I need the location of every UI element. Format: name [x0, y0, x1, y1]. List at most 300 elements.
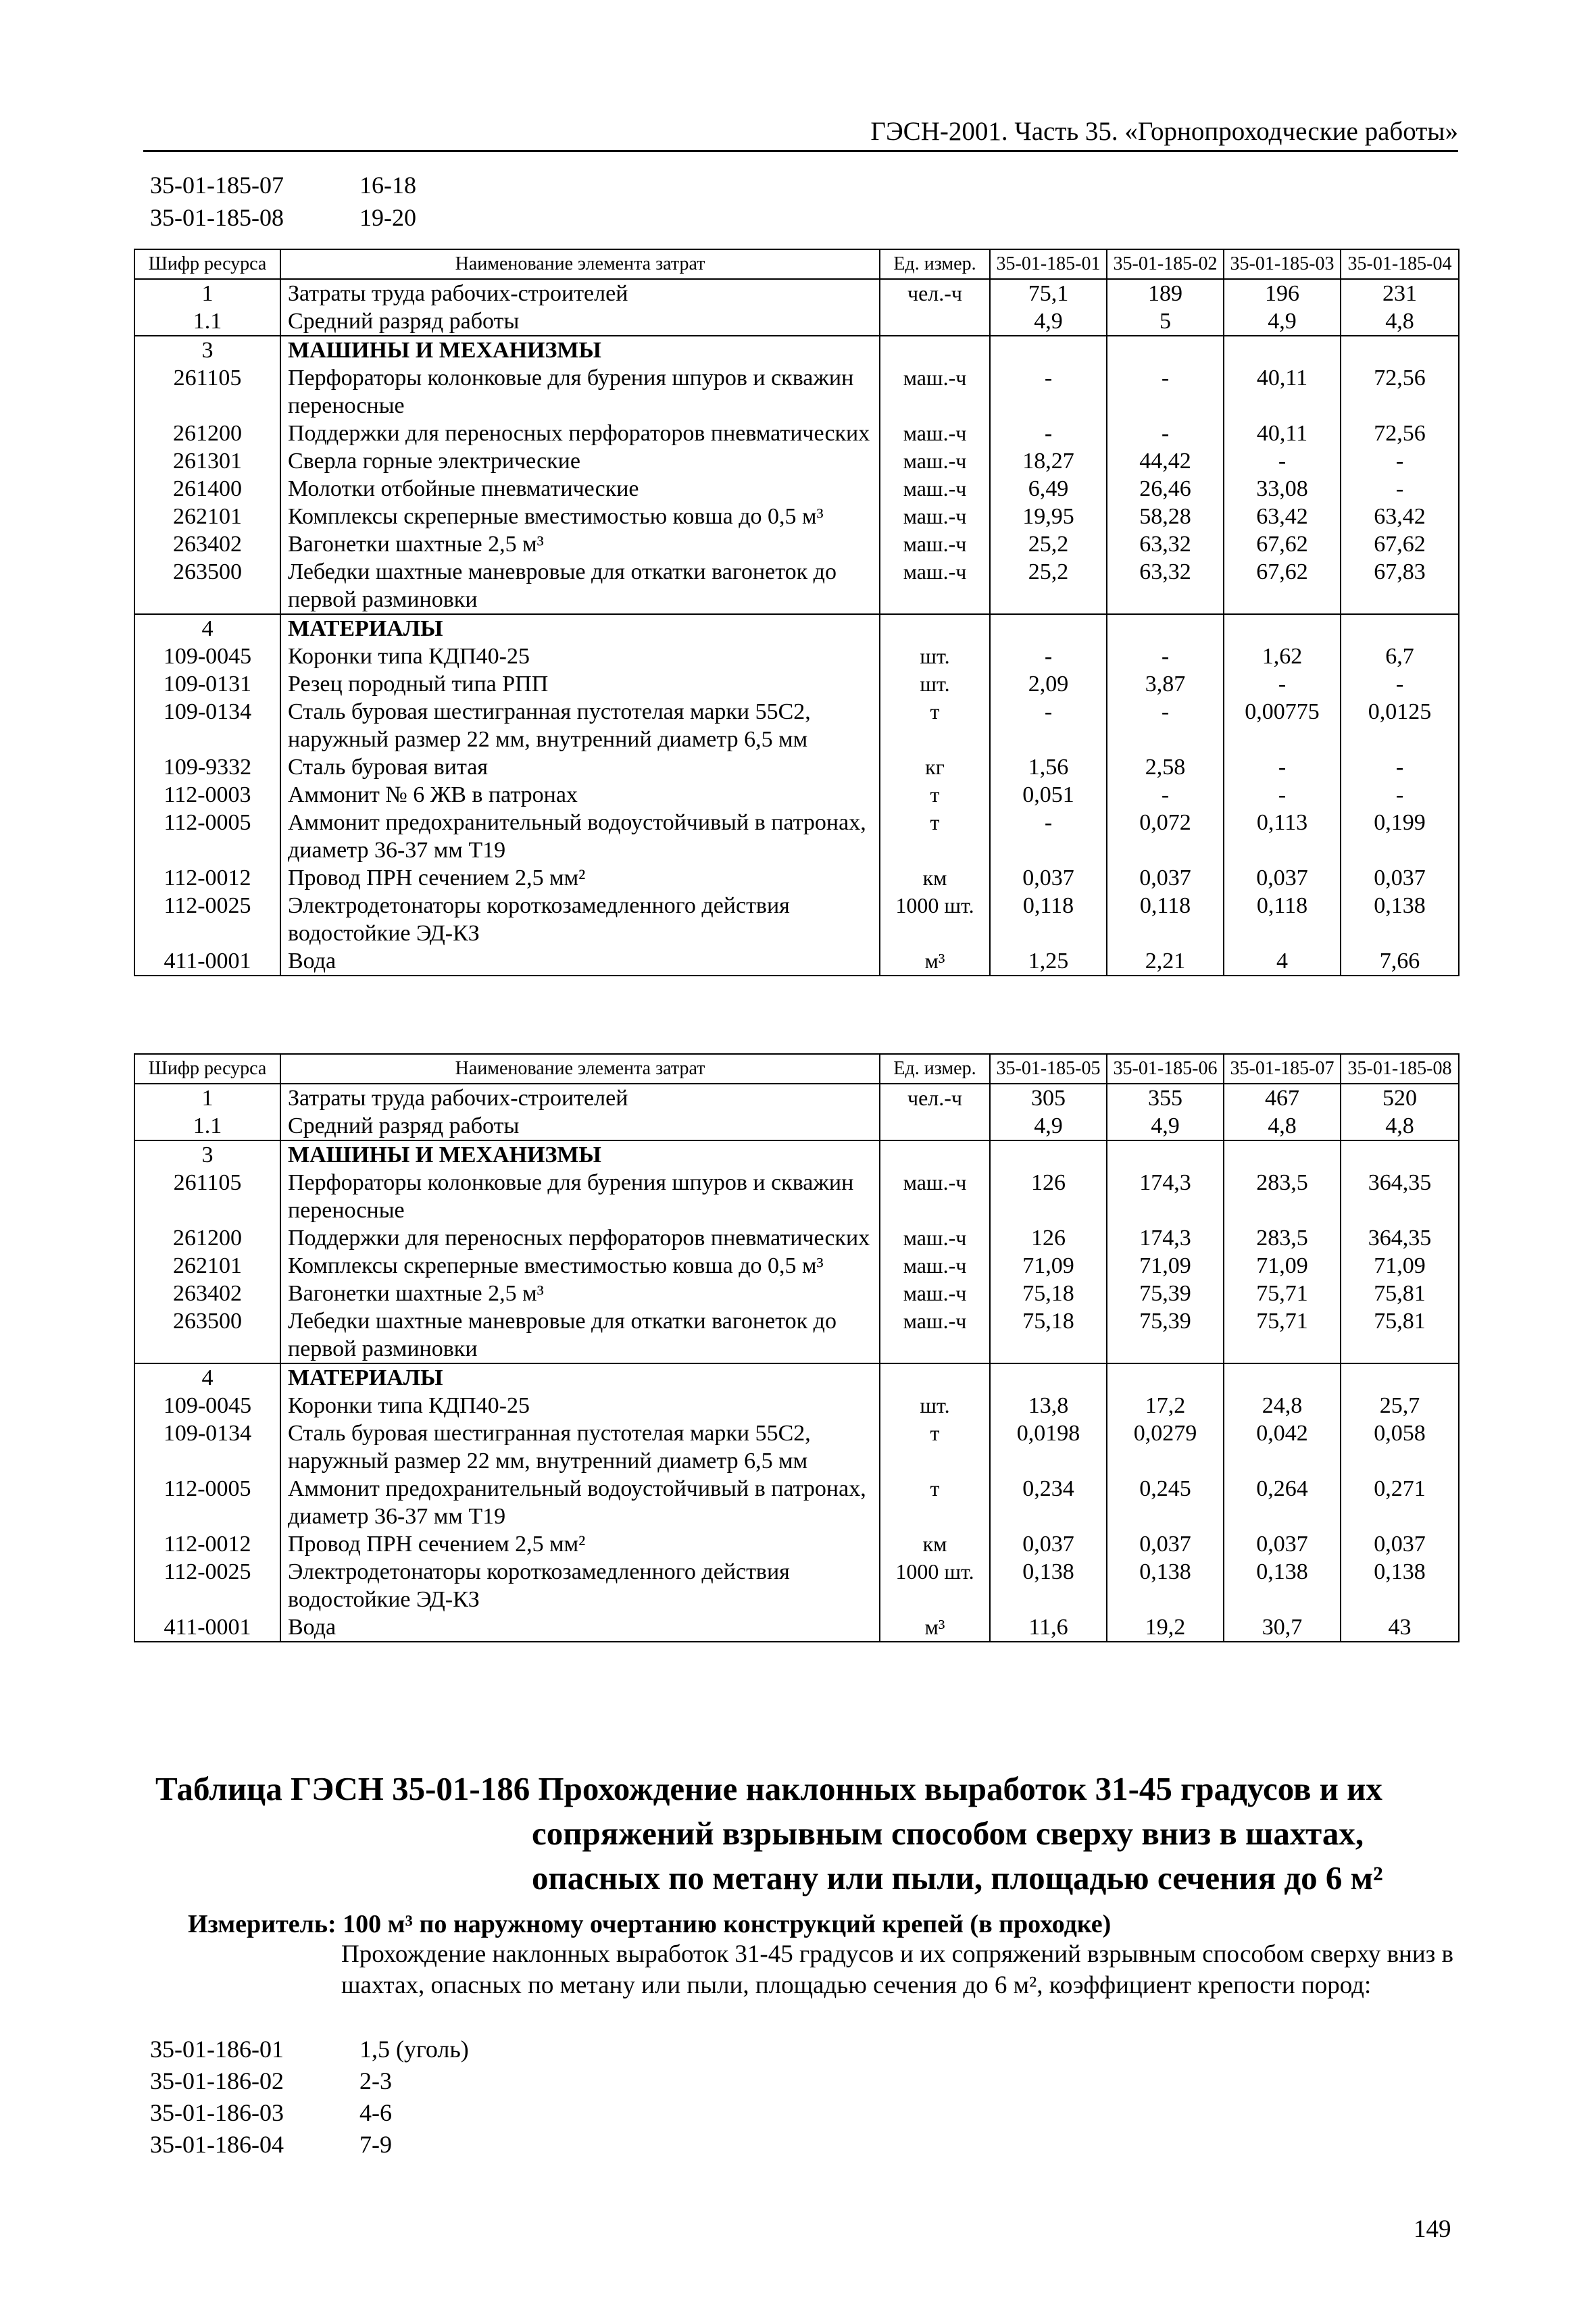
resource-code-cell: 263402 [134, 530, 280, 558]
value-cell: 63,42 [1224, 503, 1341, 530]
value-cell: 44,42 [1107, 447, 1224, 475]
cost-element-name-cell: Аммонит предохранительный водоустойчивый в патронах, диаметр 36-37 мм Т19 [280, 809, 880, 864]
resource-code-cell: 1 [134, 1084, 280, 1112]
value-cell: 72,56 [1341, 364, 1459, 420]
value-cell: 1,25 [990, 947, 1107, 976]
value-cell: 4,8 [1341, 1112, 1459, 1140]
unit-cell: км [880, 864, 990, 892]
resource-code-cell: 109-0134 [134, 1419, 280, 1475]
value-cell [990, 614, 1107, 643]
column-header: 35-01-185-06 [1107, 1054, 1224, 1084]
value-cell: 6,49 [990, 475, 1107, 503]
value-cell: - [1224, 781, 1341, 809]
value-cell: 0,00775 [1224, 698, 1341, 753]
value-cell: - [990, 809, 1107, 864]
table-row [134, 643, 1459, 670]
cost-element-name-cell: Лебедки шахтные маневровые для откатки вагонеток до первой разминовки [280, 1307, 880, 1363]
cost-element-name-cell: Коронки типа КДП40-25 [280, 643, 880, 670]
resource-code-cell: 109-0131 [134, 670, 280, 698]
table-row [134, 670, 1459, 698]
value-cell: 0,042 [1224, 1419, 1341, 1475]
unit-cell: 1000 шт. [880, 1558, 990, 1613]
table-row [134, 279, 1459, 307]
cost-element-name-cell: Сталь буровая шестигранная пустотелая марки 55С2, наружный размер 22 мм, внутренний диаметр 6,5 мм [280, 1419, 880, 1475]
resource-code-cell: 112-0025 [134, 892, 280, 947]
value-cell: 0,138 [1341, 1558, 1459, 1613]
unit-cell: маш.-ч [880, 364, 990, 420]
value-cell: 75,71 [1224, 1280, 1341, 1307]
value-cell: 71,09 [1107, 1252, 1224, 1280]
unit-cell: чел.-ч [880, 279, 990, 307]
value-cell: 63,42 [1341, 503, 1459, 530]
table-row [134, 503, 1459, 530]
table-row [134, 781, 1459, 809]
table-row [134, 698, 1459, 753]
value-cell [990, 336, 1107, 364]
value-cell: 75,71 [1224, 1307, 1341, 1363]
code: 35-01-186-04 [150, 2131, 284, 2158]
resource-code-cell: 263402 [134, 1280, 280, 1307]
value-cell: 75,81 [1341, 1307, 1459, 1363]
value-cell: 126 [990, 1224, 1107, 1252]
value-cell: 174,3 [1107, 1224, 1224, 1252]
value-cell: 0,271 [1341, 1475, 1459, 1530]
value-cell: 126 [990, 1169, 1107, 1224]
value-cell: 0,0125 [1341, 698, 1459, 753]
table-row [134, 475, 1459, 503]
value-cell: 40,11 [1224, 364, 1341, 420]
unit-cell: км [880, 1530, 990, 1558]
cost-element-name-cell: Поддержки для переносных перфораторов пневматических [280, 420, 880, 447]
value-cell: 1,56 [990, 753, 1107, 781]
value-cell: 2,58 [1107, 753, 1224, 781]
table-row [134, 530, 1459, 558]
unit-cell: маш.-ч [880, 1280, 990, 1307]
unit-cell: 1000 шт. [880, 892, 990, 947]
resource-code-cell: 411-0001 [134, 1613, 280, 1642]
table-row [134, 1112, 1459, 1140]
value-cell: 0,0279 [1107, 1419, 1224, 1475]
value-cell: - [1224, 447, 1341, 475]
resource-code-cell: 3 [134, 1140, 280, 1169]
value-cell: 364,35 [1341, 1169, 1459, 1224]
value-cell: 4,9 [1107, 1112, 1224, 1140]
unit-cell: т [880, 1475, 990, 1530]
column-header: 35-01-185-03 [1224, 249, 1341, 279]
unit-cell: маш.-ч [880, 1252, 990, 1280]
value-cell: - [1341, 781, 1459, 809]
code-value: 2-3 [359, 2067, 392, 2094]
value-cell: 6,7 [1341, 643, 1459, 670]
cost-element-name-cell: Аммонит № 6 ЖВ в патронах [280, 781, 880, 809]
value-cell [1224, 614, 1341, 643]
unit-cell: маш.-ч [880, 420, 990, 447]
resource-code-cell: 411-0001 [134, 947, 280, 976]
value-cell: 0,037 [1107, 1530, 1224, 1558]
resource-code-cell: 261105 [134, 364, 280, 420]
value-cell: 0,037 [1224, 864, 1341, 892]
table-row [134, 1475, 1459, 1530]
unit-cell [880, 336, 990, 364]
cost-element-name-cell: Аммонит предохранительный водоустойчивый в патронах, диаметр 36-37 мм Т19 [280, 1475, 880, 1530]
table-row [134, 336, 1459, 364]
column-header: 35-01-185-07 [1224, 1054, 1341, 1084]
value-cell: 71,09 [1341, 1252, 1459, 1280]
unit-cell: т [880, 809, 990, 864]
resource-code-cell: 112-0003 [134, 781, 280, 809]
value-cell: - [1341, 753, 1459, 781]
table-row [134, 864, 1459, 892]
unit-header: Ед. измер. [880, 1054, 990, 1084]
resource-code-cell: 262101 [134, 503, 280, 530]
cost-element-name-cell: Комплексы скреперные вместимостью ковша до 0,5 м³ [280, 1252, 880, 1280]
value-cell: 58,28 [1107, 503, 1224, 530]
unit-cell: маш.-ч [880, 1307, 990, 1363]
value-cell [1107, 1140, 1224, 1169]
resource-code-cell: 112-0012 [134, 864, 280, 892]
table-row [134, 1392, 1459, 1419]
table-row [134, 447, 1459, 475]
value-cell: 75,81 [1341, 1280, 1459, 1307]
value-cell: 72,56 [1341, 420, 1459, 447]
value-cell [1224, 1140, 1341, 1169]
resource-code-cell: 261200 [134, 420, 280, 447]
resource-code-cell: 112-0025 [134, 1558, 280, 1613]
value-cell: 30,7 [1224, 1613, 1341, 1642]
unit-cell: маш.-ч [880, 558, 990, 614]
value-cell: - [1107, 643, 1224, 670]
value-cell: 13,8 [990, 1392, 1107, 1419]
value-cell [990, 1140, 1107, 1169]
code-value: 16-18 [359, 172, 416, 199]
resource-code-cell: 109-9332 [134, 753, 280, 781]
unit-cell: маш.-ч [880, 1169, 990, 1224]
description: Прохождение наклонных выработок 31-45 градусов и их сопряжений взрывным способом сверху вниз в шахтах, опасных по метану или пыли, площадью сечения до 6 м², коэффициент крепости пород: [341, 1940, 1453, 1999]
cost-element-name-cell: Сталь буровая шестигранная пустотелая марки 55С2, наружный размер 22 мм, внутренний диаметр 6,5 мм [280, 698, 880, 753]
value-cell: - [990, 420, 1107, 447]
unit-cell: маш.-ч [880, 475, 990, 503]
value-cell: 0,058 [1341, 1419, 1459, 1475]
table-row [134, 1140, 1459, 1169]
column-header: 35-01-185-01 [990, 249, 1107, 279]
code-row [150, 2034, 469, 2065]
table-row [134, 614, 1459, 643]
cost-element-name-cell: МАШИНЫ И МЕХАНИЗМЫ [280, 336, 880, 364]
unit-cell: м³ [880, 947, 990, 976]
value-cell: 67,62 [1224, 558, 1341, 614]
value-cell: 63,32 [1107, 558, 1224, 614]
bottom-code-list [150, 2034, 469, 2161]
value-cell: 3,87 [1107, 670, 1224, 698]
value-cell: 305 [990, 1084, 1107, 1112]
value-cell: 364,35 [1341, 1224, 1459, 1252]
value-cell: 75,39 [1107, 1280, 1224, 1307]
value-cell: 2,09 [990, 670, 1107, 698]
table-row [134, 558, 1459, 614]
code-value: 7-9 [359, 2131, 392, 2158]
value-cell: 19,2 [1107, 1613, 1224, 1642]
measure-unit: Измеритель: 100 м³ по наружному очертанию конструкций крепей (в проходке) [188, 1910, 1112, 1938]
value-cell: 75,39 [1107, 1307, 1224, 1363]
code: 35-01-186-03 [150, 2099, 284, 2126]
value-cell: - [1224, 670, 1341, 698]
unit-cell [880, 307, 990, 336]
resource-code-cell: 109-0045 [134, 1392, 280, 1419]
unit-cell: м³ [880, 1613, 990, 1642]
unit-cell: маш.-ч [880, 530, 990, 558]
value-cell: - [1341, 670, 1459, 698]
resource-code-header: Шифр ресурса [134, 249, 280, 279]
cost-element-name-cell: Затраты труда рабочих-строителей [280, 1084, 880, 1112]
table-row [134, 1252, 1459, 1280]
value-cell: 11,6 [990, 1613, 1107, 1642]
table-row [134, 1224, 1459, 1252]
value-cell: 4,9 [990, 307, 1107, 336]
cost-element-name-cell: Перфораторы колонковые для бурения шпуров и скважин переносные [280, 1169, 880, 1224]
table-row [134, 947, 1459, 976]
cost-element-name-cell: Лебедки шахтные маневровые для откатки вагонеток до первой разминовки [280, 558, 880, 614]
resource-code-cell: 261400 [134, 475, 280, 503]
value-cell: 19,95 [990, 503, 1107, 530]
cost-element-name-cell: МАТЕРИАЛЫ [280, 1363, 880, 1392]
resource-code-cell: 3 [134, 336, 280, 364]
unit-cell [880, 1140, 990, 1169]
column-header: 35-01-185-05 [990, 1054, 1107, 1084]
resource-code-cell: 4 [134, 614, 280, 643]
value-cell: 17,2 [1107, 1392, 1224, 1419]
value-cell: - [1107, 420, 1224, 447]
value-cell: 283,5 [1224, 1169, 1341, 1224]
unit-cell: маш.-ч [880, 1224, 990, 1252]
value-cell: 4,8 [1224, 1112, 1341, 1140]
value-cell [1341, 1363, 1459, 1392]
cost-element-name-cell: МАШИНЫ И МЕХАНИЗМЫ [280, 1140, 880, 1169]
column-header: 35-01-185-08 [1341, 1054, 1459, 1084]
value-cell: 5 [1107, 307, 1224, 336]
value-cell [1341, 336, 1459, 364]
value-cell: - [1341, 475, 1459, 503]
cost-element-name-cell: Электродетонаторы короткозамедленного действия водостойкие ЭД-КЗ [280, 1558, 880, 1613]
unit-cell: шт. [880, 670, 990, 698]
value-cell: 0,138 [1341, 892, 1459, 947]
unit-cell: т [880, 1419, 990, 1475]
table-row [134, 364, 1459, 420]
code-row [150, 2129, 469, 2161]
value-cell: 520 [1341, 1084, 1459, 1112]
resource-table-2 [134, 1053, 1460, 1642]
value-cell [1107, 1363, 1224, 1392]
value-cell [1107, 614, 1224, 643]
value-cell: 0,138 [990, 1558, 1107, 1613]
value-cell: 0,051 [990, 781, 1107, 809]
value-cell: 0,037 [990, 1530, 1107, 1558]
resource-code-cell: 261200 [134, 1224, 280, 1252]
value-cell: 18,27 [990, 447, 1107, 475]
value-cell: 174,3 [1107, 1169, 1224, 1224]
page-number: 149 [1414, 2215, 1451, 2243]
value-cell: 43 [1341, 1613, 1459, 1642]
name-header: Наименование элемента затрат [280, 1054, 880, 1084]
unit-cell: шт. [880, 643, 990, 670]
value-cell: 0,037 [1224, 1530, 1341, 1558]
value-cell: 0,037 [1341, 864, 1459, 892]
value-cell: 0,113 [1224, 809, 1341, 864]
table-row [134, 420, 1459, 447]
resource-code-cell: 109-0134 [134, 698, 280, 753]
value-cell: 0,138 [1224, 1558, 1341, 1613]
table-row [134, 1084, 1459, 1112]
value-cell: 0,037 [1107, 864, 1224, 892]
cost-element-name-cell: Вагонетки шахтные 2,5 м³ [280, 530, 880, 558]
unit-cell: т [880, 698, 990, 753]
unit-cell: кг [880, 753, 990, 781]
value-cell: 0,118 [1224, 892, 1341, 947]
value-cell: - [1341, 447, 1459, 475]
value-cell: 0,037 [1341, 1530, 1459, 1558]
cost-element-name-cell: Провод ПРН сечением 2,5 мм² [280, 1530, 880, 1558]
unit-cell: чел.-ч [880, 1084, 990, 1112]
name-header: Наименование элемента затрат [280, 249, 880, 279]
resource-code-cell: 112-0012 [134, 1530, 280, 1558]
table-row [134, 1419, 1459, 1475]
resource-code-cell: 262101 [134, 1252, 280, 1280]
resource-code-cell: 1.1 [134, 307, 280, 336]
table-row [134, 1280, 1459, 1307]
unit-cell [880, 614, 990, 643]
unit-cell [880, 1363, 990, 1392]
value-cell [1341, 614, 1459, 643]
value-cell: 231 [1341, 279, 1459, 307]
cost-element-name-cell: Молотки отбойные пневматические [280, 475, 880, 503]
cost-element-name-cell: Провод ПРН сечением 2,5 мм² [280, 864, 880, 892]
value-cell: 67,83 [1341, 558, 1459, 614]
value-cell [1224, 1363, 1341, 1392]
value-cell: 67,62 [1224, 530, 1341, 558]
cost-element-name-cell: Сверла горные электрические [280, 447, 880, 475]
value-cell: 0,0198 [990, 1419, 1107, 1475]
resource-code-cell: 261301 [134, 447, 280, 475]
cost-element-name-cell: Комплексы скреперные вместимостью ковша до 0,5 м³ [280, 503, 880, 530]
resource-code-cell: 112-0005 [134, 1475, 280, 1530]
cost-element-name-cell: Коронки типа КДП40-25 [280, 1392, 880, 1419]
value-cell: 0,072 [1107, 809, 1224, 864]
table-row [134, 1613, 1459, 1642]
unit-cell: шт. [880, 1392, 990, 1419]
value-cell [1107, 336, 1224, 364]
value-cell: 63,32 [1107, 530, 1224, 558]
table-row [134, 1363, 1459, 1392]
value-cell: 283,5 [1224, 1224, 1341, 1252]
code: 35-01-185-07 [150, 172, 284, 199]
resource-table-1 [134, 249, 1460, 976]
unit-cell: т [880, 781, 990, 809]
table-header-row [134, 249, 1459, 279]
table-row [134, 307, 1459, 336]
table-row [134, 753, 1459, 781]
value-cell: 4 [1224, 947, 1341, 976]
unit-cell [880, 1112, 990, 1140]
resource-code-cell: 263500 [134, 558, 280, 614]
cost-element-name-cell: Сталь буровая витая [280, 753, 880, 781]
value-cell: 40,11 [1224, 420, 1341, 447]
value-cell: 7,66 [1341, 947, 1459, 976]
cost-element-name-cell: Резец породный типа РПП [280, 670, 880, 698]
value-cell: 0,264 [1224, 1475, 1341, 1530]
cost-element-name-cell: Затраты труда рабочих-строителей [280, 279, 880, 307]
value-cell: 1,62 [1224, 643, 1341, 670]
code-row [150, 201, 416, 234]
resource-code-cell: 4 [134, 1363, 280, 1392]
code-row [150, 2097, 469, 2129]
cost-element-name-cell: Средний разряд работы [280, 307, 880, 336]
table-row [134, 1169, 1459, 1224]
value-cell: 25,2 [990, 530, 1107, 558]
value-cell: 0,037 [990, 864, 1107, 892]
cost-element-name-cell: Перфораторы колонковые для бурения шпуров и скважин переносные [280, 364, 880, 420]
table-row [134, 892, 1459, 947]
value-cell: - [1107, 698, 1224, 753]
cost-element-name-cell: Вода [280, 947, 880, 976]
value-cell: 0,234 [990, 1475, 1107, 1530]
value-cell: 4,8 [1341, 307, 1459, 336]
value-cell: 4,9 [1224, 307, 1341, 336]
value-cell: 196 [1224, 279, 1341, 307]
value-cell: 75,1 [990, 279, 1107, 307]
value-cell: 75,18 [990, 1307, 1107, 1363]
section-title-line: опасных по метану или пыли, площадью сечения до 6 м² [532, 1859, 1383, 1896]
value-cell [1341, 1140, 1459, 1169]
top-code-list [150, 169, 416, 234]
value-cell [990, 1363, 1107, 1392]
value-cell: 25,7 [1341, 1392, 1459, 1419]
code: 35-01-186-02 [150, 2067, 284, 2094]
running-header: ГЭСН-2001. Часть 35. «Горнопроходческие работы» [143, 114, 1458, 152]
table-row [134, 1307, 1459, 1363]
cost-element-name-cell: Поддержки для переносных перфораторов пневматических [280, 1224, 880, 1252]
value-cell: - [990, 698, 1107, 753]
resource-code-cell: 1.1 [134, 1112, 280, 1140]
value-cell: 0,118 [990, 892, 1107, 947]
value-cell [1224, 336, 1341, 364]
resource-code-cell: 1 [134, 279, 280, 307]
column-header: 35-01-185-04 [1341, 249, 1459, 279]
code-row [150, 2065, 469, 2097]
cost-element-name-cell: Вода [280, 1613, 880, 1642]
value-cell: - [990, 364, 1107, 420]
cost-element-name-cell: Средний разряд работы [280, 1112, 880, 1140]
code-row [150, 169, 416, 201]
value-cell: 467 [1224, 1084, 1341, 1112]
cost-element-name-cell: МАТЕРИАЛЫ [280, 614, 880, 643]
column-header: 35-01-185-02 [1107, 249, 1224, 279]
code: 35-01-186-01 [150, 2036, 284, 2063]
resource-code-cell: 109-0045 [134, 643, 280, 670]
value-cell: 0,138 [1107, 1558, 1224, 1613]
value-cell: 0,245 [1107, 1475, 1224, 1530]
value-cell: 0,199 [1341, 809, 1459, 864]
table-row [134, 1530, 1459, 1558]
unit-cell: маш.-ч [880, 447, 990, 475]
cost-element-name-cell: Электродетонаторы короткозамедленного действия водостойкие ЭД-КЗ [280, 892, 880, 947]
code: 35-01-185-08 [150, 204, 284, 231]
value-cell: 2,21 [1107, 947, 1224, 976]
value-cell: 71,09 [1224, 1252, 1341, 1280]
value-cell: 33,08 [1224, 475, 1341, 503]
value-cell: - [1107, 781, 1224, 809]
code-value: 4-6 [359, 2099, 392, 2126]
value-cell: 355 [1107, 1084, 1224, 1112]
value-cell: 26,46 [1107, 475, 1224, 503]
